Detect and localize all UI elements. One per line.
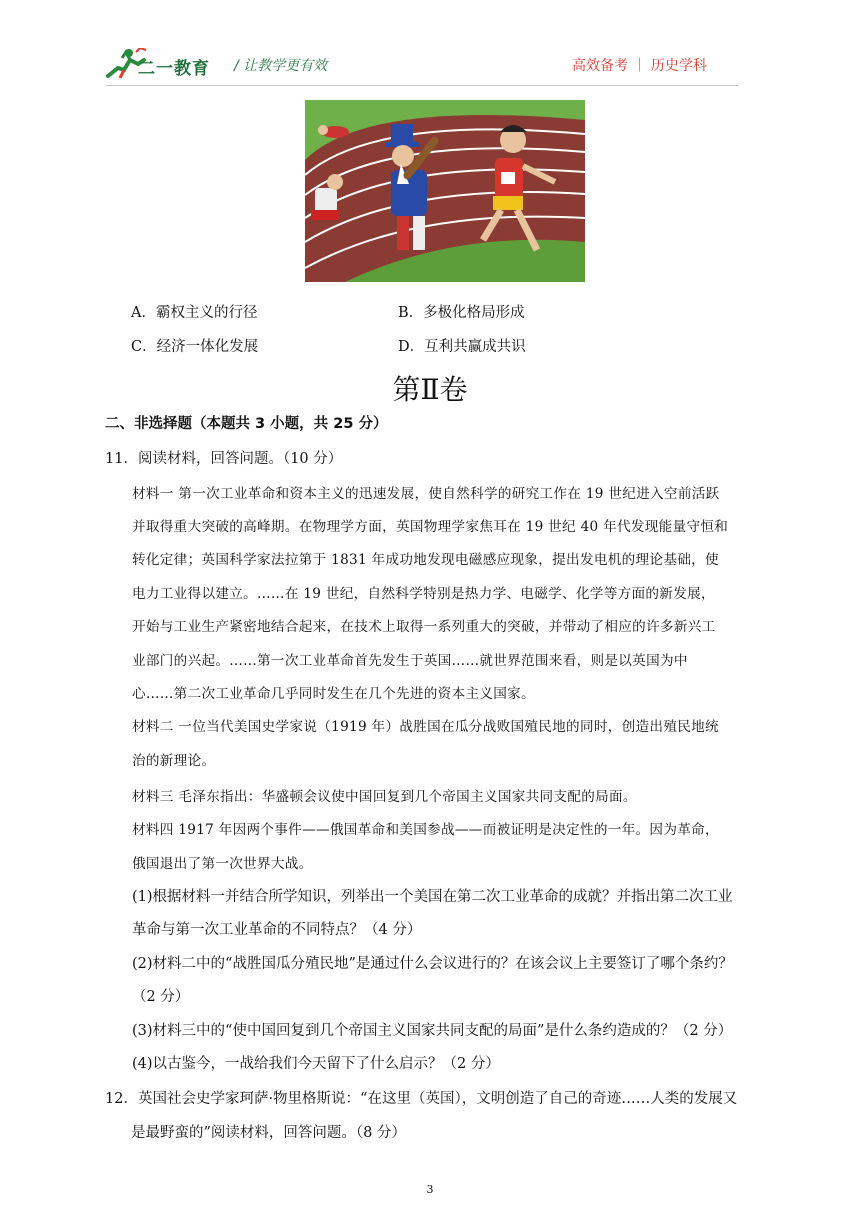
material1-line: 开始与工业生产紧密地结合起来，在技术上取得一系列重大的突破，并带动了相应的许多新兴工 (132, 619, 716, 635)
q11-subquestion-1-cont: 革命与第一次工业革命的不同特点？（4 分） (132, 922, 422, 938)
option-a: A．霸权主义的行径 (131, 305, 258, 321)
q12-stem-cont: 是最野蛮的”阅读材料，回答问题。（8 分） (131, 1125, 406, 1141)
material1-line: 电力工业得以建立。……在 19 世纪，自然科学特别是热力学、电磁学、化学等方面的新发展， (132, 586, 715, 602)
material4-line: 俄国退出了第一次世界大战。 (132, 856, 313, 872)
q11-stem: 11．阅读材料，回答问题。（10 分） (105, 451, 343, 467)
page-number: 3 (426, 1183, 434, 1196)
material1-line: 并取得重大突破的高峰期。在物理学方面，英国物理学家焦耳在 19 世纪 40 年代发现能量守恒和 (132, 519, 729, 535)
q11-subquestion-3: (3)材料三中的“使中国回复到几个帝国主义国家共同支配的局面”是什么条约造成的？（2 分） (132, 1023, 733, 1039)
page-header (0, 0, 860, 100)
option-c: C．经济一体化发展 (131, 339, 259, 355)
q11-subquestion-1: (1)根据材料一并结合所学知识，列举出一个美国在第二次工业革命的成就？并指出第二次工业 (132, 889, 733, 905)
material1-line: 业部门的兴起。……第一次工业革命首先发生于英国……就世界范围来看，则是以英国为中 (132, 653, 688, 669)
material4-line: 材料四 1917 年因两个事件——俄国革命和美国参战——而被证明是决定性的一年。因为革命， (132, 822, 719, 838)
q11-subquestion-2: (2)材料二中的“战胜国瓜分殖民地”是通过什么会议进行的？在该会议上主要签订了哪个条约？ (132, 956, 733, 972)
option-d: D．互利共赢成共识 (398, 339, 526, 355)
material1-line: 材料一 第一次工业革命和资本主义的迅速发展，使自然科学的研究工作在 19 世纪进入空前活跃 (132, 486, 720, 502)
material1-line: 心……第二次工业革命几乎同时发生在几个先进的资本主义国家。 (132, 686, 535, 702)
part2-heading: 二、非选择题（本题共 3 小题，共 25 分） (105, 416, 388, 432)
material2-line: 治的新理论。 (132, 753, 216, 769)
header-divider (106, 85, 738, 86)
cartoon-illustration (305, 100, 585, 282)
section-title: 第Ⅱ卷 (392, 373, 468, 406)
header-slogan: / 让教学更有效 (234, 58, 328, 74)
material3-line: 材料三 毛泽东指出：华盛顿会议使中国回复到几个帝国主义国家共同支配的局面。 (132, 789, 637, 805)
header-subject-tag: 高效备考 ｜ 历史学科 (572, 58, 707, 74)
option-b: B．多极化格局形成 (398, 305, 525, 321)
q11-subquestion-4: (4)以古鉴今，一战给我们今天留下了什么启示？（2 分） (132, 1056, 500, 1072)
material2-line: 材料二 一位当代美国史学家说（1919 年）战胜国在瓜分战败国殖民地的同时，创造出殖民地统 (132, 719, 719, 735)
logo-text: 二一教育 (138, 59, 210, 79)
material1-line: 转化定律；英国科学家法拉第于 1831 年成功地发现电磁感应现象，提出发电机的理论基础，使 (132, 552, 719, 568)
q11-subquestion-2-cont: （2 分） (132, 989, 190, 1005)
q12-stem: 12．英国社会史学家珂萨·物里格斯说：“在这里（英国），文明创造了自己的奇迹……人类的发展又 (105, 1091, 738, 1107)
